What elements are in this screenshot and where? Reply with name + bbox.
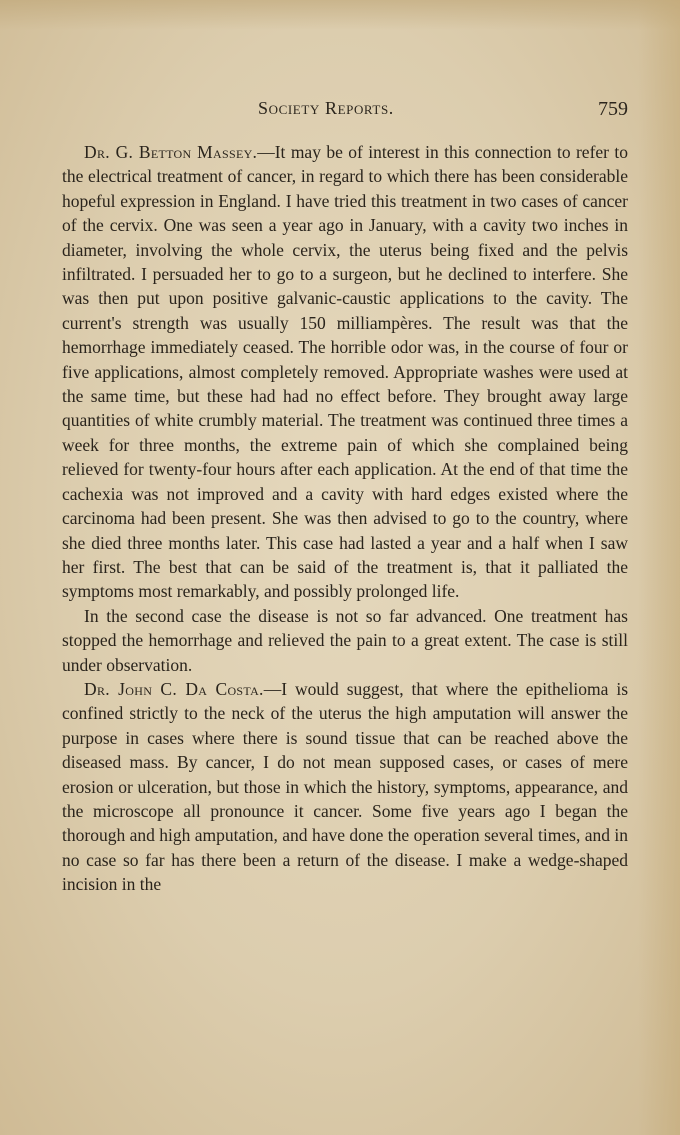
page-header	[62, 98, 628, 128]
page-edge-shading	[638, 0, 680, 1135]
paragraph-text: In the second case the disease is not so far advanced. One treatment has stopped the hemorrhage and relieved the pain to a great extent. The case is still under observation.	[62, 605, 628, 675]
speaker-name: Dr. John C. Da Costa.	[84, 678, 264, 699]
paragraph-text: —I would suggest, that where the epithelioma is confined strictly to the neck of the uterus the high amputation will answer the purpose in cases where there is sound tissue that can be reached above the diseased mass. By cancer, I do not mean supposed cases, or cases of mere erosion or ulceration, but those in which the history, symptoms, appearance, and the microscope all pronounce it cancer. Some five years ago I began the thorough and high amputation, and have done the operation several times, and in no case so far has there been a return of the disease. I make a wedge-shaped incision in the	[62, 678, 628, 895]
paragraph-massey	[62, 140, 628, 604]
paragraph-da-costa	[62, 677, 628, 897]
running-head: Society Reports.	[258, 98, 394, 118]
page-number: 759	[598, 98, 628, 120]
page-top-shading	[0, 0, 680, 30]
speaker-name: Dr. G. Betton Massey.	[84, 142, 258, 162]
paragraph-second-case	[62, 604, 628, 677]
paragraph-text: —It may be of interest in this connection to refer to the electrical treatment of cancer, in regard to which there has been considerable hopeful expression in England. I have tried this treatment in two cases of cancer of the cervix. One was seen a year ago in January, with a cavity two inches in diameter, involving the whole cervix, the uterus being fixed and the pelvis infiltrated. I persuaded her to go to a surgeon, but he declined to interfere. She was then put upon positive galvanic-caustic applications to the cavity. The current's strength was usually 150 milliampères. The result was that the hemorrhage immediately ceased. The horrible odor was, in the course of four or five applications, almost completely removed. Appropriate washes were used at the same time, but these had had no effect before. They brought away large quantities of white crumbly material. The treatment was continued three times a week for three months, the extreme pain of which she complained being relieved for twenty-four hours after each application. At the end of that time the cachexia was not improved and a cavity with hard edges existed where the carcinoma had been present. She was then advised to go to the country, where she died three months later. This case had lasted a year and a half when I saw her first. The best that can be said of the treatment is, that it palliated the symptoms most remarkably, and possibly prolonged life.	[62, 142, 628, 602]
report-body	[62, 140, 628, 897]
